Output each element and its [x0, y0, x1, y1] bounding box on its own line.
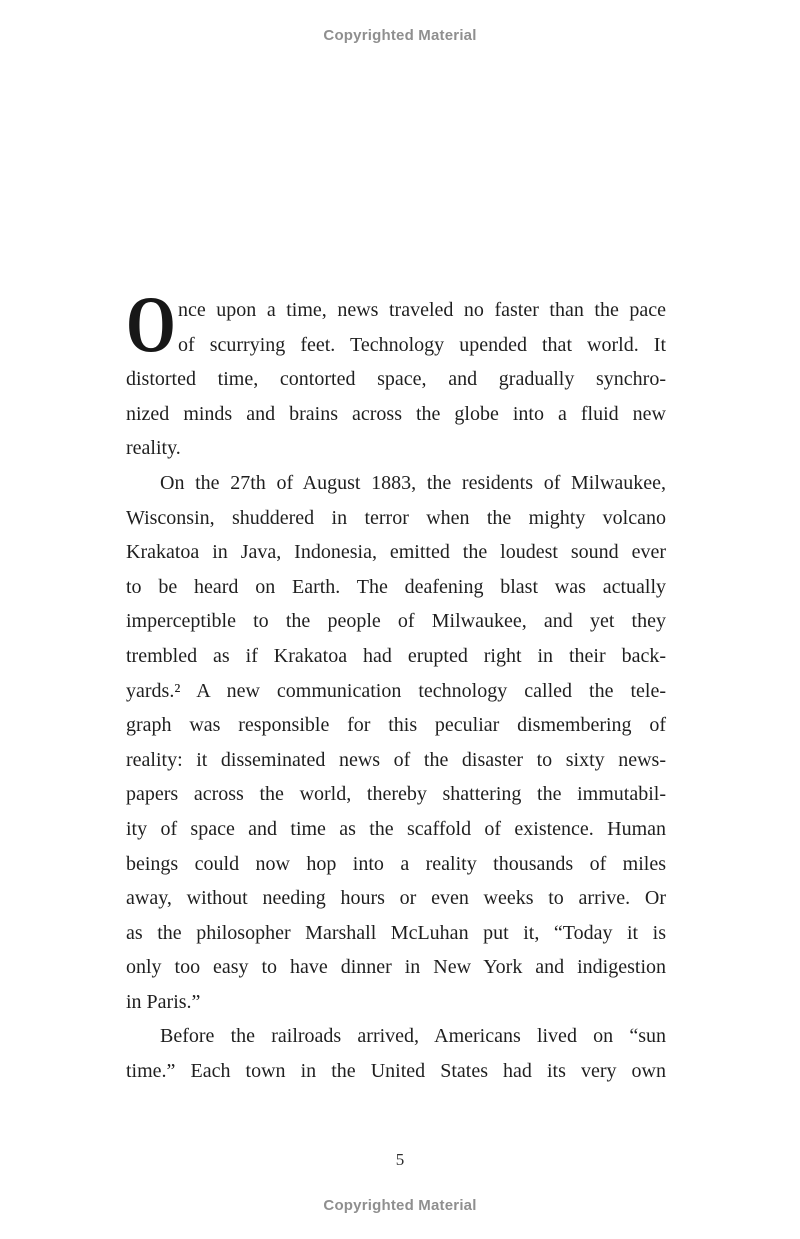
text-line: distorted time, contorted space, and gradually synchro- [126, 368, 666, 391]
text-line: yards.² A new communication technology called the tele- [126, 679, 666, 702]
text-line: time.” Each town in the United States had its very own [126, 1060, 666, 1083]
text-line: On the 27th of August 1883, the residents of Milwaukee, [160, 471, 666, 494]
text-line: of scurrying feet. Technology upended that world. It [178, 333, 666, 356]
text-line: trembled as if Krakatoa had erupted right in their back- [126, 644, 666, 667]
text-line: beings could now hop into a reality thousands of miles [126, 852, 666, 875]
text-line: nce upon a time, news traveled no faster than the pace [178, 299, 666, 321]
text-line: Wisconsin, shuddered in terror when the mighty volcano [126, 506, 666, 529]
text-line: Krakatoa in Java, Indonesia, emitted the loudest sound ever [126, 541, 666, 564]
text-line: imperceptible to the people of Milwaukee, and yet they [126, 610, 666, 633]
copyright-notice-bottom: Copyrighted Material [323, 1197, 477, 1214]
text-line: only too easy to have dinner in New York and indigestion [126, 956, 666, 979]
text-line: papers across the world, thereby shattering the immutabil- [126, 783, 666, 806]
text-line: graph was responsible for this peculiar dismembering of [126, 714, 666, 737]
copyright-notice-top: Copyrighted Material [323, 27, 477, 44]
text-line: as the philosopher Marshall McLuhan put it, “Today it is [126, 921, 666, 944]
page-body [126, 281, 666, 1089]
text-line: to be heard on Earth. The deafening blast was actually [126, 575, 666, 598]
drop-cap [126, 281, 176, 369]
text-line: nized minds and brains across the globe into a fluid new [126, 402, 666, 425]
page-number: 5 [395, 1150, 405, 1169]
drop-cap-letter: O [126, 281, 176, 369]
text-line: in Paris.” [126, 990, 201, 1013]
paragraph-1 [126, 281, 666, 466]
text-line: reality. [126, 437, 181, 460]
paragraph-3 [126, 1019, 666, 1088]
text-line: reality: it disseminated news of the disaster to sixty news- [126, 748, 666, 771]
text-line: away, without needing hours or even weeks to arrive. Or [126, 887, 666, 910]
text-line: ity of space and time as the scaffold of existence. Human [126, 817, 666, 840]
paragraph-2 [126, 466, 666, 1020]
text-line: Before the railroads arrived, Americans lived on “sun [160, 1025, 666, 1048]
